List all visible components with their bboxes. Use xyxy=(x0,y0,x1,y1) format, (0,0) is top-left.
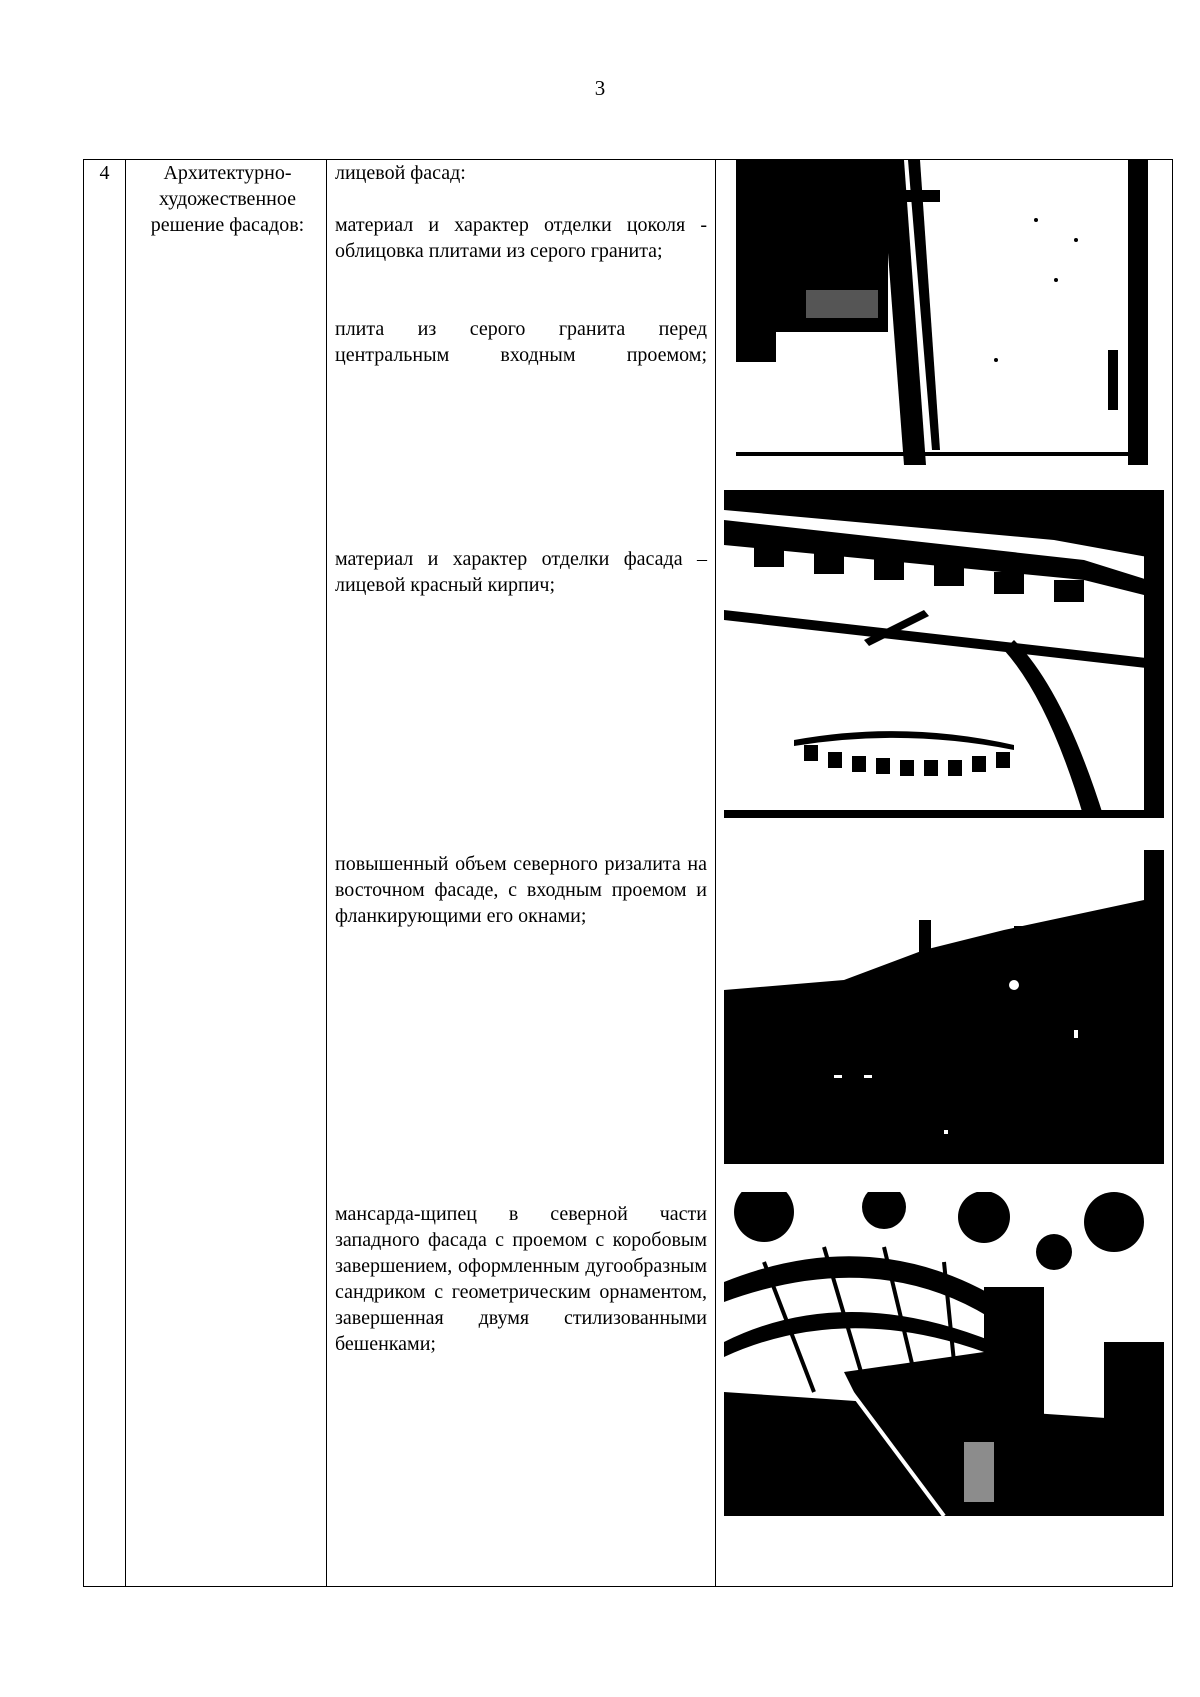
photo-north-risalit-image xyxy=(724,840,1164,1164)
page-number: 3 xyxy=(594,76,606,100)
document-table xyxy=(83,159,1173,1587)
column-divider xyxy=(715,160,716,1586)
row-name xyxy=(128,160,327,238)
photo-north-risalit xyxy=(724,840,1164,1164)
row-number: 4 xyxy=(99,162,110,184)
item-north-risalit: повышенный объем северного ризалита на восточном фасаде, с входным проемом и фланкирующими его окнами; xyxy=(335,853,707,927)
row-name-line: художественное xyxy=(159,188,296,210)
item-granite-slab: плита из серого гранита перед центральным входным проемом; xyxy=(335,318,707,366)
photo-granite-plinth-image xyxy=(736,160,1148,465)
column-divider xyxy=(125,160,126,1586)
column-divider xyxy=(326,160,327,1586)
row-name-line: решение фасадов: xyxy=(150,214,305,236)
row-name-line: Архитектурно- xyxy=(163,162,292,184)
photo-granite-plinth xyxy=(736,160,1148,465)
item-facade-material: материал и характер отделки фасада – лицевой красный кирпич; xyxy=(335,548,707,596)
item-facade-heading: лицевой фасад: xyxy=(335,162,466,184)
photo-mansard-gable-image xyxy=(724,1192,1164,1516)
item-plinth: материал и характер отделки цоколя - облицовка плитами из серого гранита; xyxy=(335,214,707,262)
photo-brick-cornice-image xyxy=(724,490,1164,818)
photo-brick-cornice xyxy=(724,490,1164,818)
photo-mansard-gable xyxy=(724,1192,1164,1516)
item-mansard: мансарда-щипец в северной части западного фасада с проемом с коробовым завершением, оформленным дугообразным сандриком с геометрическим орнаментом, завершенная двумя стилизованными бешенками; xyxy=(335,1203,707,1355)
